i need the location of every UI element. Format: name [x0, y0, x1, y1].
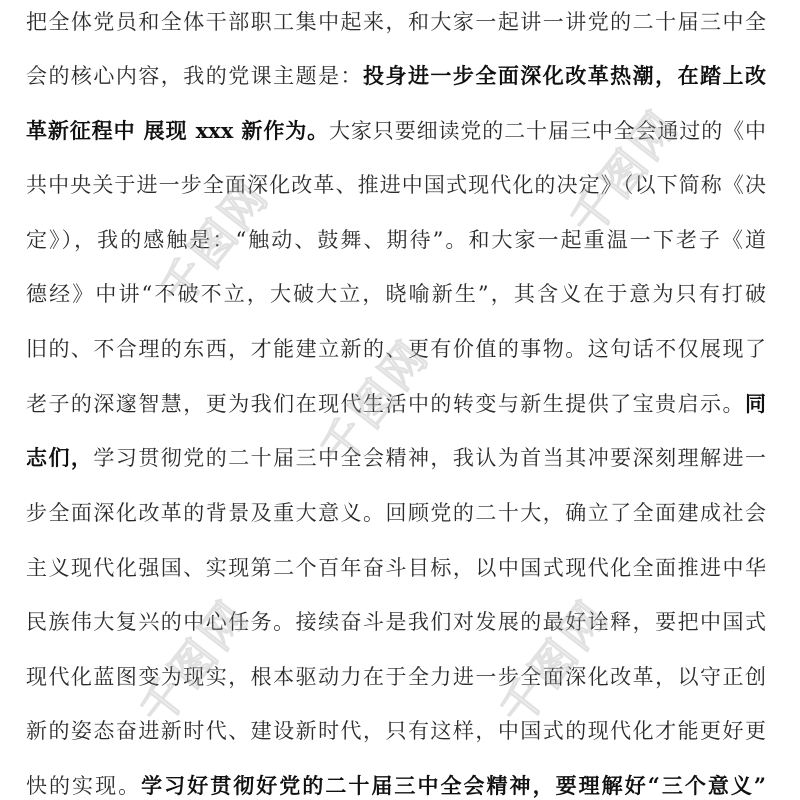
text-segment: 大家只要细读党的二十届三中全会通过的《中 — [329, 119, 766, 143]
text-line — [26, 498, 766, 528]
bold-text-segment: 志们， — [26, 445, 94, 470]
bold-text-segment: 学习好贯彻好党的二十届三中全会精神，要理解好“三个意义” — [141, 773, 767, 798]
text-line — [26, 389, 766, 419]
text-segment: 步全面深化改革的背景及重大意义。回顾党的二十大，确立了全面建成社会 — [26, 501, 766, 525]
text-segment: 老子的深邃智慧，更为我们在现代生活中的转变与新生提供了宝贵启示。 — [26, 392, 745, 416]
text-line — [26, 61, 766, 91]
text-segment: 主义现代化强国、实现第二个百年奋斗目标，以中国式现代化全面推进中华 — [26, 556, 766, 580]
text-line — [26, 443, 766, 473]
text-line — [26, 170, 766, 200]
text-segment: 把全体党员和全体干部职工集中起来，和大家一起讲一讲党的二十届三中全 — [26, 10, 766, 34]
text-line — [26, 662, 766, 692]
text-segment: 定》），我的感触是：“触动、鼓舞、期待”。和大家一起重温一下老子《道 — [26, 228, 766, 252]
text-line — [26, 279, 766, 309]
text-segment: 现代化蓝图变为现实，根本驱动力在于全力进一步全面深化改革，以守正创 — [26, 665, 766, 689]
text-segment: 学习贯彻党的二十届三中全会精神，我认为首当其冲要深刻理解进一 — [93, 446, 766, 470]
text-segment: 新的姿态奋进新时代、建设新时代，只有这样，中国式的现代化才能更好更 — [26, 719, 766, 743]
text-line — [26, 607, 766, 637]
watermark-text: 千图网 — [560, 100, 690, 246]
text-segment: 快的实现。 — [26, 774, 142, 798]
watermark-text: 千图网 — [490, 590, 620, 736]
text-segment: 共中央关于进一步全面深化改革、推进中国式现代化的决定》（以下简称《决 — [26, 173, 766, 197]
watermark-text: 千图网 — [130, 590, 260, 736]
text-segment: 德经》中讲“不破不立，大破大立，晓喻新生”，其含义在于意为只有打破 — [26, 282, 766, 306]
watermark-text: 千图网 — [150, 170, 280, 316]
text-segment: 民族伟大复兴的中心任务。接续奋斗是我们对发展的最好诠释，要把中国式 — [26, 610, 766, 634]
text-line — [26, 334, 766, 364]
bold-text-segment: 同 — [745, 391, 766, 416]
text-line — [26, 7, 766, 37]
text-segment: 会的核心内容，我的党课主题是： — [26, 64, 364, 88]
text-line — [26, 225, 766, 255]
bold-text-segment: 革新征程中 展现 xxx 新作为。 — [26, 118, 330, 143]
text-line — [26, 771, 766, 800]
text-line — [26, 553, 766, 583]
bold-text-segment: 投身进一步全面深化改革热潮，在踏上改 — [363, 63, 766, 88]
text-segment: 旧的、不合理的东西，才能建立新的、更有价值的事物。这句话不仅展现了 — [26, 337, 766, 361]
text-line — [26, 116, 766, 146]
watermark-text: 千图网 — [310, 330, 440, 476]
text-line — [26, 716, 766, 746]
